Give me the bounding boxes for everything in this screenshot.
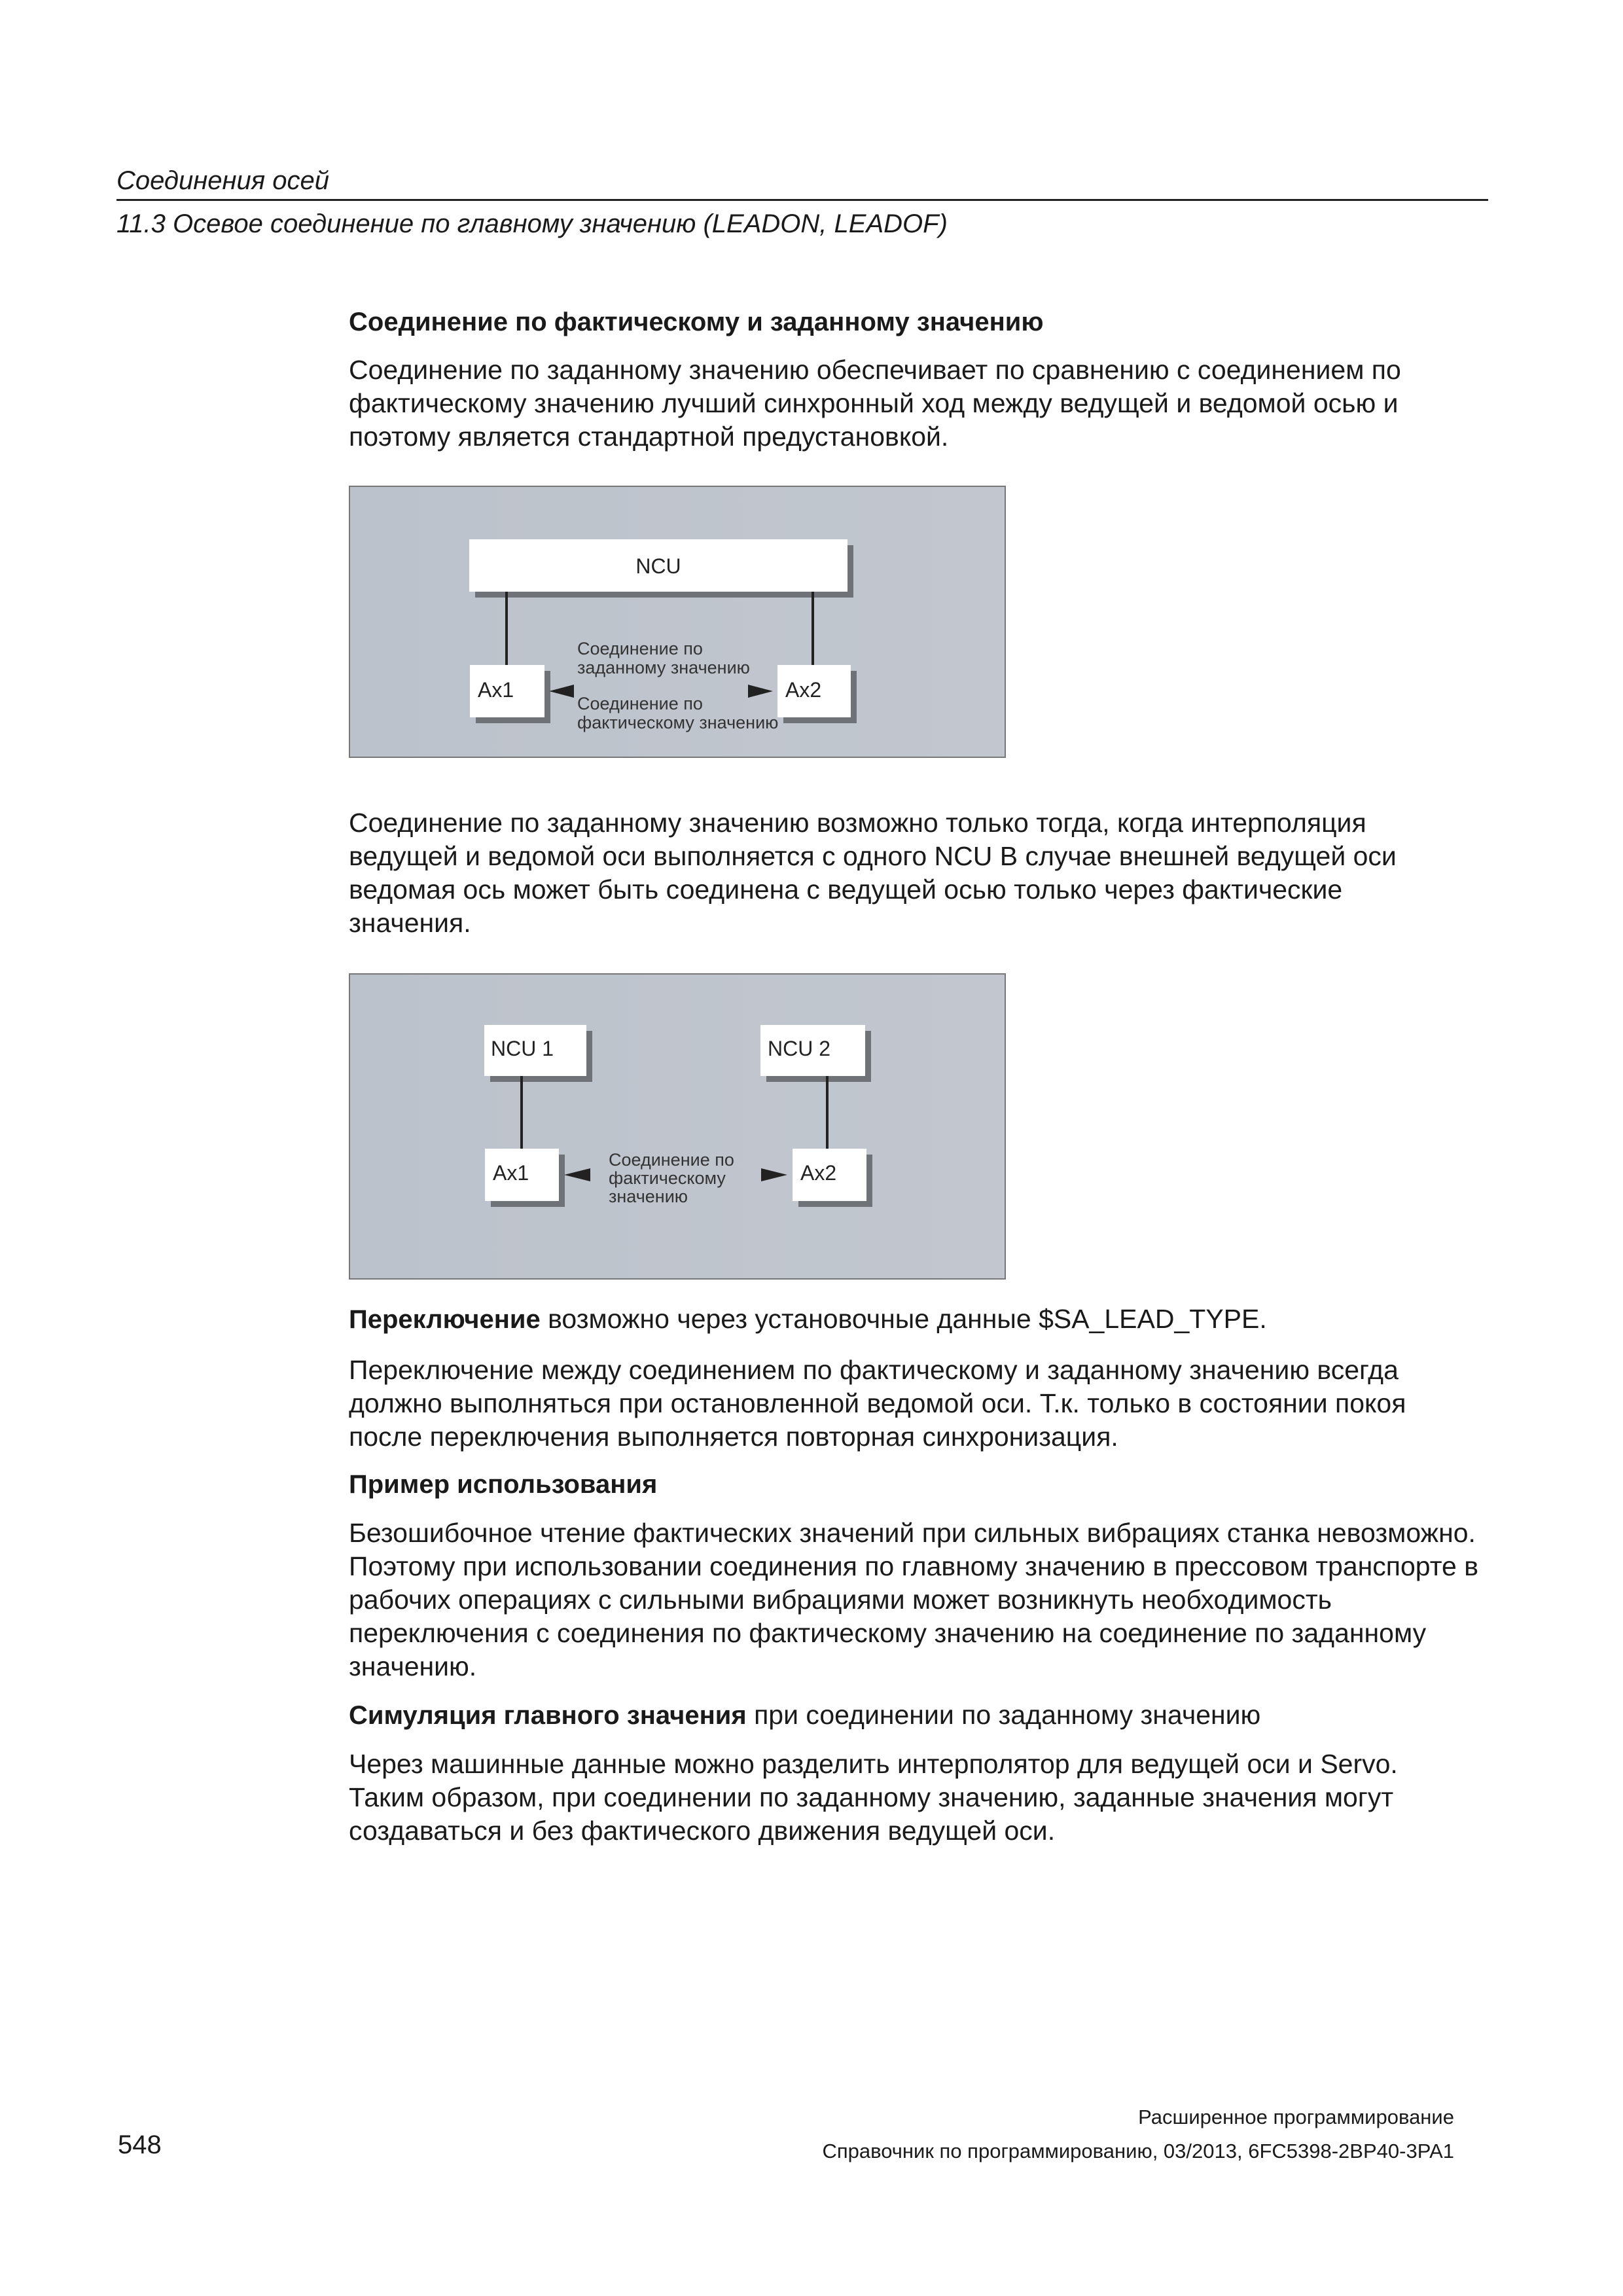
ncu-label: NCU (635, 554, 681, 578)
label-actual-1: Соединение по (609, 1150, 734, 1170)
paragraph-switch (349, 1302, 1494, 1336)
ax1-label: Ax1 (478, 678, 514, 702)
page-number: 548 (118, 2130, 162, 2159)
paragraph-simulation-detail: Через машинные данные можно разделить интерполятор для ведущей оси и Servo. Таким образом, при соединении по заданному значению, заданные значения могут создаваться и без фактического движения ведущей оси. (349, 1749, 1398, 1846)
label-setpoint-1: Соединение по (577, 639, 703, 658)
footer-doc-title: Расширенное программирование (1138, 2106, 1454, 2128)
header-rule (116, 199, 1488, 201)
ncu2-label: NCU 2 (768, 1037, 831, 1060)
chapter-title: Соединения осей (116, 166, 330, 195)
figure-coupling-single-ncu (349, 486, 1006, 758)
paragraph-switch-detail: Переключение между соединением по фактическому и заданному значению всегда должно выполняться при остановленной ведомой оси. Т.к. только в состоянии покоя после переключения выполняется повторная синхронизация. (349, 1355, 1406, 1452)
paragraph-example: Безошибочное чтение фактических значений при сильных вибрациях станка невозможно. Поэтому при использовании соединения по главному значению в прессовом транспорте в рабочих операциях с сильными вибрациями может возникнуть необходимость переключения с соединения по фактическому значению на соединение по заданному значению. (349, 1518, 1479, 1681)
ax2-label: Ax2 (800, 1161, 837, 1185)
label-actual-2: фактическому (609, 1168, 726, 1188)
figure-background (349, 974, 1005, 1279)
figure-coupling-two-ncu (349, 973, 1006, 1280)
label-actual-1: Соединение по (577, 694, 703, 713)
footer-doc-reference: Справочник по программированию, 03/2013, 6FC5398-2BP40-3PA1 (822, 2140, 1454, 2162)
heading-example: Пример использования (349, 1470, 658, 1499)
switch-bold: Переключение (349, 1305, 541, 1334)
paragraph-simulation (349, 1698, 1494, 1732)
paragraph-intro: Соединение по заданному значению обеспечивает по сравнению с соединением по фактическому значению лучший синхронный ход между ведущей и ведомой осью и поэтому является стандартной предустановкой. (349, 355, 1401, 452)
section-title: 11.3 Осевое соединение по главному значению (LEADON, LEADOF) (116, 209, 948, 238)
ax2-label: Ax2 (785, 678, 822, 702)
switch-rest: возможно через установочные данные $SA_LEAD_TYPE. (540, 1304, 1267, 1334)
paragraph-one-ncu: Соединение по заданному значению возможно только тогда, когда интерполяция ведущей и ведомой оси выполняется с одного NCU В случае внешней ведущей оси ведомая ось может быть соединена с ведущей осью только через фактические значения. (349, 808, 1397, 938)
ax1-label: Ax1 (493, 1161, 529, 1185)
simulation-bold: Симуляция главного значения (349, 1701, 747, 1730)
label-setpoint-2: заданному значению (577, 658, 750, 677)
simulation-rest: при соединении по заданному значению (746, 1700, 1261, 1730)
ncu1-label: NCU 1 (491, 1037, 554, 1060)
label-actual-2: фактическому значению (577, 713, 779, 732)
heading-actual-setpoint: Соединение по фактическому и заданному значению (349, 308, 1044, 336)
label-actual-3: значению (609, 1187, 688, 1206)
